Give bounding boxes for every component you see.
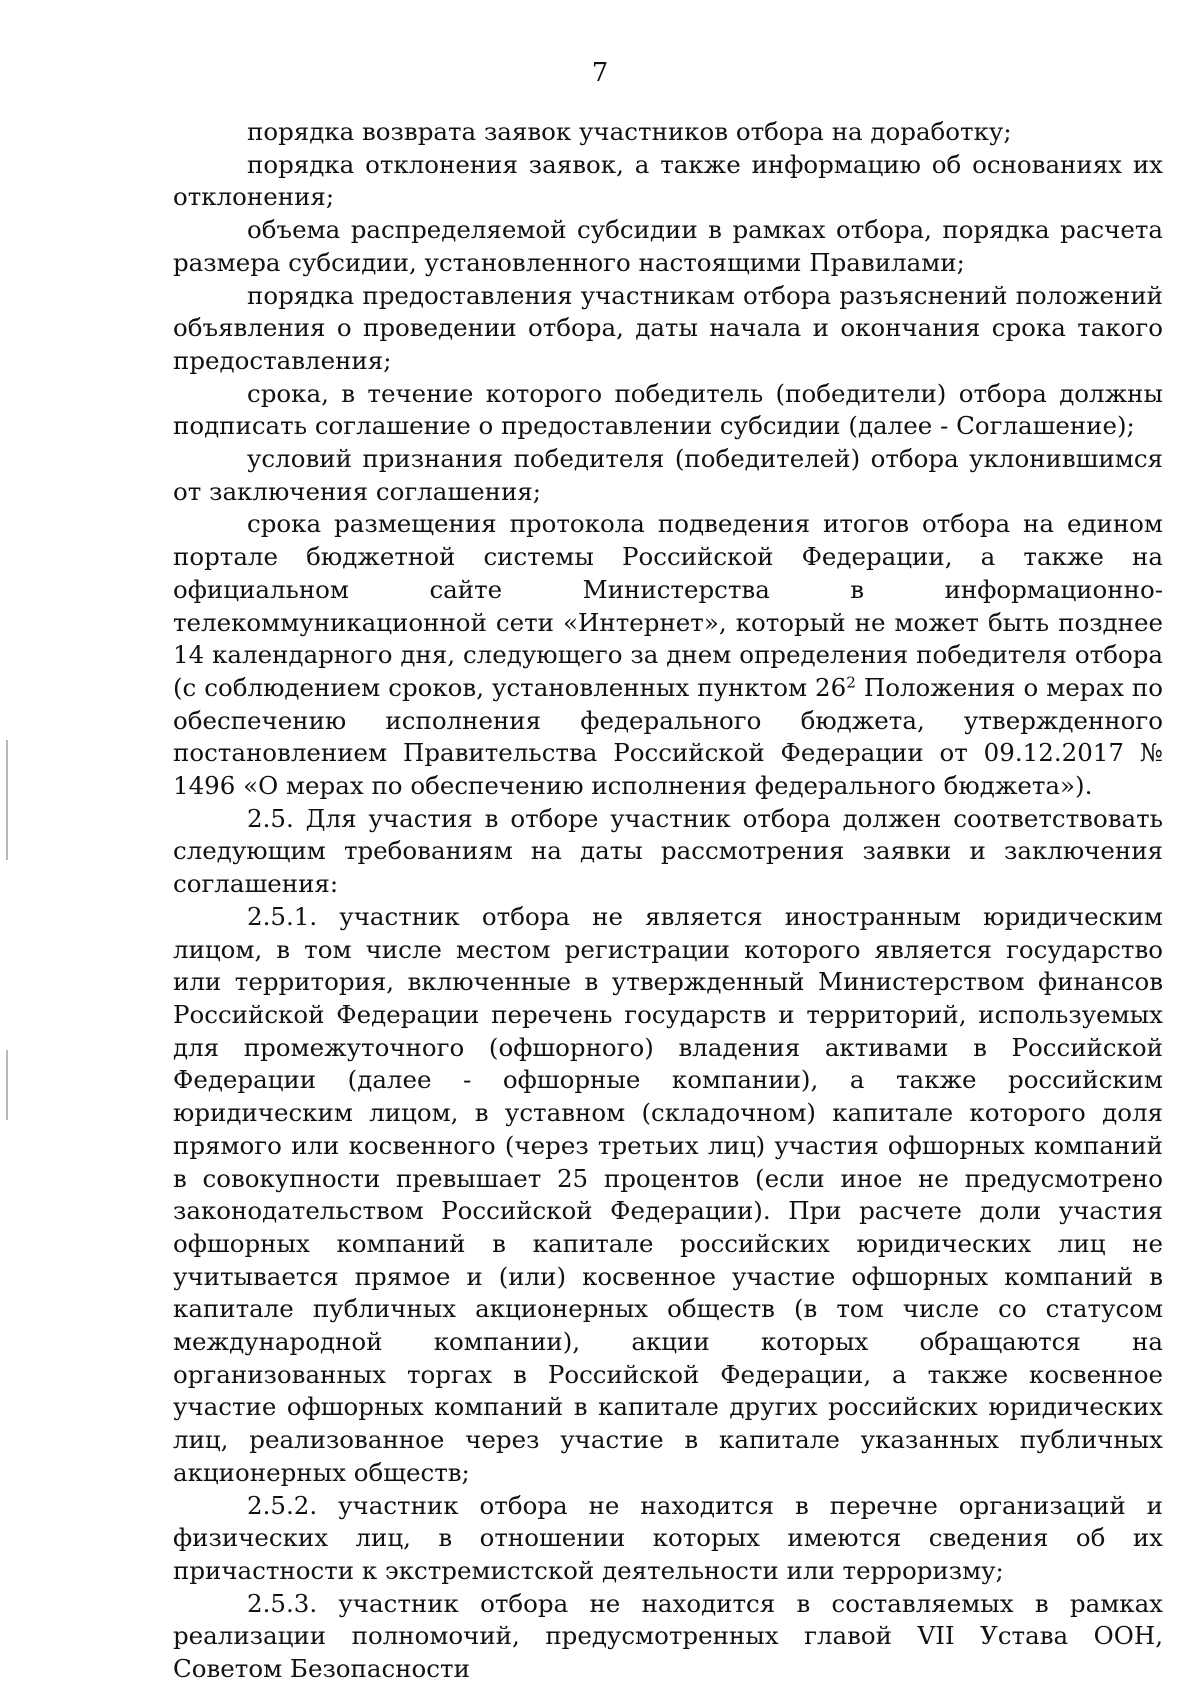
protocol-text-part-2: Положения о мерах по обеспечению исполнения федерального бюджета, утвержденного постановлением Правительства Российской Федерации от 09.12.2017 № 1496 «О мерах по обеспечению исполнения федерального бюджета»). [173, 672, 1163, 801]
paragraph-evasion-conditions: условий признания победителя (победителей) отбора уклонившимся от заключения соглашения; [173, 444, 1163, 506]
paragraph-2-5-1: 2.5.1. участник отбора не является иностранным юридическим лицом, в том числе местом регистрации которого является государство или территория, включенные в утвержденный Министерством финансов Российской Федерации перечень государств и территорий, используемых для промежуточного (офшорного) владения активами в Российской Федерации (далее - офшорные компании), а также российским юридическим лицом, в уставном (складочном) капитале которого доля прямого или косвенного (через третьих лиц) участия офшорных компаний в совокупности превышает 25 процентов (если иное не предусмотрено законодательством Российской Федерации). При расчете доли участия офшорных компаний в капитале российских юридических лиц не учитывается прямое и (или) косвенное участие офшорных компаний в капитале публичных акционерных обществ (в том числе со статусом международной компании), акции которых обращаются на организованных торгах в Российской Федерации, а также косвенное участие офшорных компаний в капитале других российских юридических лиц, реализованное через участие в капитале указанных публичных акционерных обществ; [173, 901, 1163, 1487]
document-body [173, 116, 1163, 1686]
paragraph-2-5-2: 2.5.2. участник отбора не находится в перечне организаций и физических лиц, в отношении которых имеются сведения об их причастности к экстремистской деятельности или терроризму; [173, 1490, 1163, 1585]
protocol-text-part-1: срока размещения протокола подведения итогов отбора на едином портале бюджетной системы Российской Федерации, а также на официальном сайте Министерства в информационно-телекоммуникационной сети «Интернет», который не может быть позднее 14 календарного дня, следующего за днем определения победителя отбора (с соблюдением сроков, установленных пунктом 26 [173, 509, 1163, 702]
paragraph-rejection-order: порядка отклонения заявок, а также информацию об основаниях их отклонения; [173, 149, 1163, 212]
paragraph-signing-term: срока, в течение которого победитель (победители) отбора должны подписать соглашение о предоставлении субсидии (далее - Соглашение); [173, 378, 1163, 441]
paragraph-2-5-3: 2.5.3. участник отбора не находится в составляемых в рамках реализации полномочий, предусмотренных главой VII Устава ООН, Советом Безопасности [173, 1588, 1163, 1684]
paragraph-2-5: 2.5. Для участия в отборе участник отбора должен соответствовать следующим требованиям на даты рассмотрения заявки и заключения соглашения: [173, 803, 1163, 899]
scan-edge-mark [6, 1050, 8, 1120]
paragraph-subsidy-volume: объема распределяемой субсидии в рамках отбора, порядка расчета размера субсидии, установленного настоящими Правилами; [173, 215, 1163, 277]
paragraph-clarifications: порядка предоставления участникам отбора разъяснений положений объявления о проведении отбора, даты начала и окончания срока такого предоставления; [173, 280, 1163, 375]
scan-edge-mark [6, 740, 8, 860]
superscript: 2 [846, 673, 856, 692]
paragraph-protocol-term [173, 508, 1163, 802]
page-number: 7 [591, 58, 609, 88]
paragraph-return-order: порядка возврата заявок участников отбора на доработку; [247, 117, 1012, 146]
